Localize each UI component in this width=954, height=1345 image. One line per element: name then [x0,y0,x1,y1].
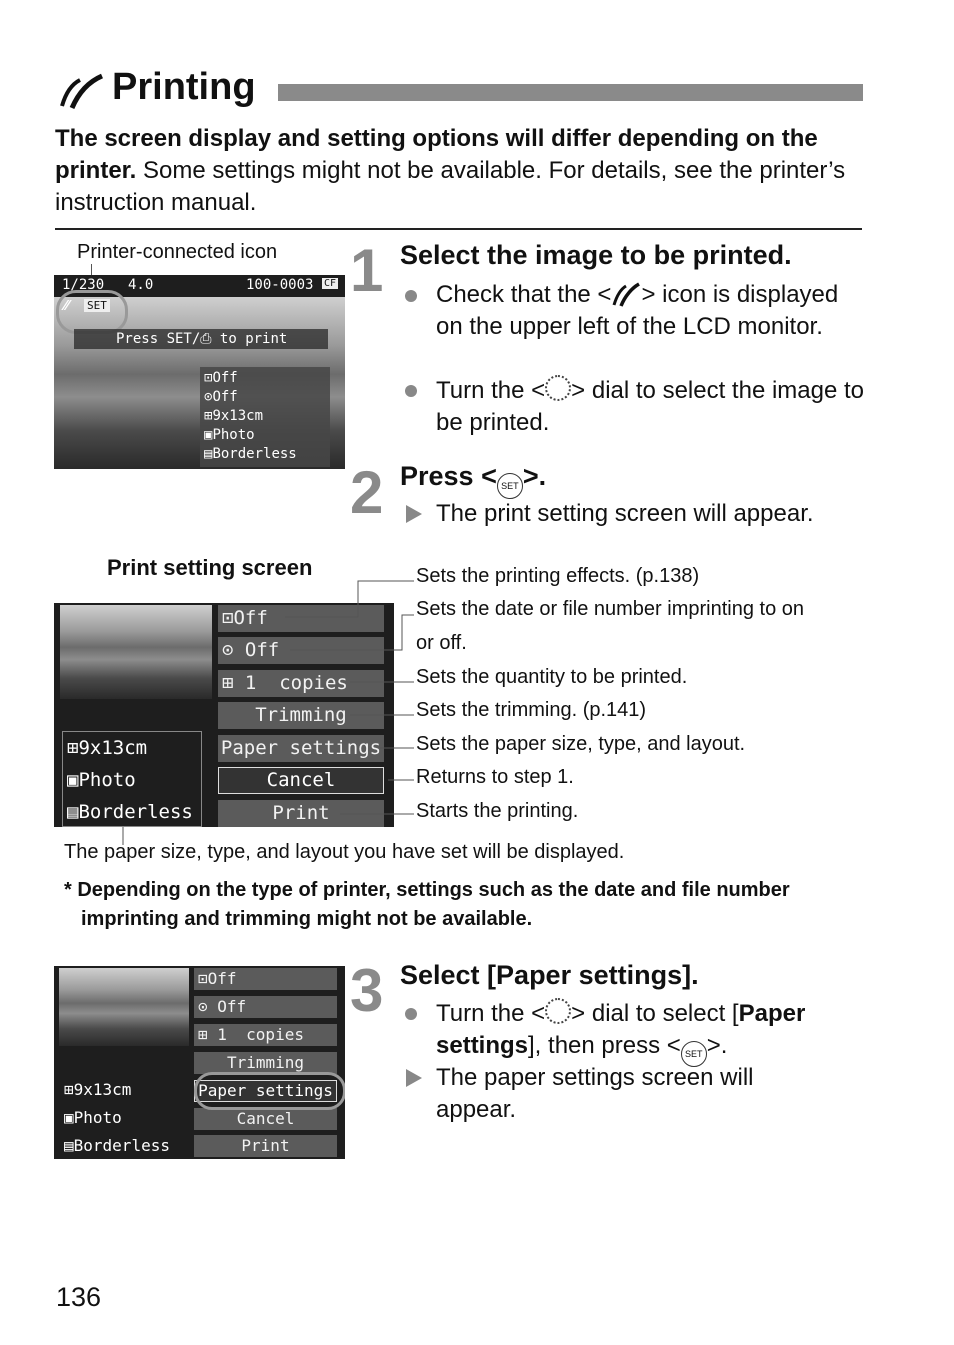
file-number: 100-0003 [246,277,314,293]
set-button-icon: SET [497,473,523,499]
step2-result: The print setting screen will appear. [436,500,814,527]
paper-note: The paper size, type, and layout you have set will be displayed. [64,841,625,863]
menu-cancel[interactable]: Cancel [194,1108,337,1130]
step3-bullet: Turn the < > dial to select [Paper settings], then press < SET >. [436,998,866,1067]
menu-paper-settings[interactable]: Paper settings [218,735,384,762]
paper-type-info: ▣Photo [67,769,136,791]
menu-print[interactable]: Print [194,1135,337,1157]
intro-bold: The screen display and setting options will differ depending on the printer. [55,125,818,184]
step2-title: Press < SET >. [400,461,546,499]
annotation-date-cont: or off. [416,632,467,654]
printer-icon-label: Printer-connected icon [77,241,278,263]
menu-trimming[interactable]: Trimming [194,1052,337,1074]
printer-status-icon: ⁄⁄ [64,297,70,314]
menu-date-imprint[interactable]: ⊙ Off [218,637,384,664]
type-row: ▣Photo [204,427,255,443]
menu-trimming[interactable]: Trimming [218,702,384,729]
menu-paper-settings[interactable]: Paper settings [194,1080,337,1102]
selection-highlight-circle [194,1072,345,1110]
press-set-prompt: Press SET/⎙ to print [74,329,328,349]
annotation-paper: Sets the paper size, type, and layout. [416,733,746,755]
paper-size-info: ⊞9x13cm [64,1080,132,1099]
annotation-trimming: Sets the trimming. (p.141) [416,699,647,721]
step-number-2: 2 [350,459,384,526]
result-arrow-icon [406,1069,422,1087]
paper-summary [64,1076,170,1159]
set-button-icon: SET [681,1041,707,1067]
footnote: * Depending on the type of printer, settings such as the date and file number imprinting and trimming might not be available. [64,879,790,930]
preview-thumbnail [59,968,189,1046]
menu-print[interactable]: Print [218,800,384,827]
page-title: Printing [112,66,256,108]
step3-title: Select [Paper settings]. [400,960,699,990]
step3-result: The paper settings screen will appear. [436,1064,754,1123]
menu-copies[interactable]: ⊞ 1 copies [194,1024,337,1046]
intro-normal: Some settings might not be available. For details, see the printer’s instruction manual. [55,157,846,216]
step-number-3: 3 [350,957,384,1024]
step1-bullet-2: Turn the < > dial to select the image to be printed. [436,377,865,436]
bullet-icon [405,1008,417,1020]
main-dial-icon [545,998,571,1024]
annotation-effects: Sets the printing effects. (p.138) [416,565,700,587]
print-screen-label: Print setting screen [107,555,313,580]
menu-cancel[interactable]: Cancel [218,767,384,794]
effects-row: ⊡Off [204,370,238,386]
lcd-paper-settings-selected [54,966,345,1159]
frame-counter: 1/230 [62,277,105,293]
card-icon: CF [324,278,337,289]
menu-effects[interactable]: ⊡Off [194,968,337,990]
menu-date-imprint[interactable]: ⊙ Off [194,996,337,1018]
step1-bullet-1: Check that the < > icon is displayed on the upper left of the LCD monitor. [436,281,839,340]
paper-layout-info: ▤Borderless [64,1136,170,1155]
layout-row: ▤Borderless [204,446,297,462]
annotation-print: Starts the printing. [416,800,579,822]
menu-effects[interactable]: ⊡Off [218,605,384,632]
paper-layout-info: ▤Borderless [67,801,193,823]
step-number-1: 1 [350,237,384,304]
date-row: ⊙Off [204,389,238,405]
annotation-date: Sets the date or file number imprinting to on [416,598,804,620]
page-number: 136 [56,1282,102,1312]
annotation-quantity: Sets the quantity to be printed. [416,666,688,688]
menu-copies[interactable]: ⊞ 1 copies [218,670,384,697]
paper-type-info: ▣Photo [64,1108,122,1127]
set-badge: SET [84,299,110,312]
aperture-value: 4.0 [128,277,154,293]
annotation-cancel: Returns to step 1. [416,766,574,788]
size-row: ⊞9x13cm [204,408,264,424]
paper-size-info: ⊞9x13cm [67,737,148,759]
step1-title: Select the image to be printed. [400,240,792,270]
